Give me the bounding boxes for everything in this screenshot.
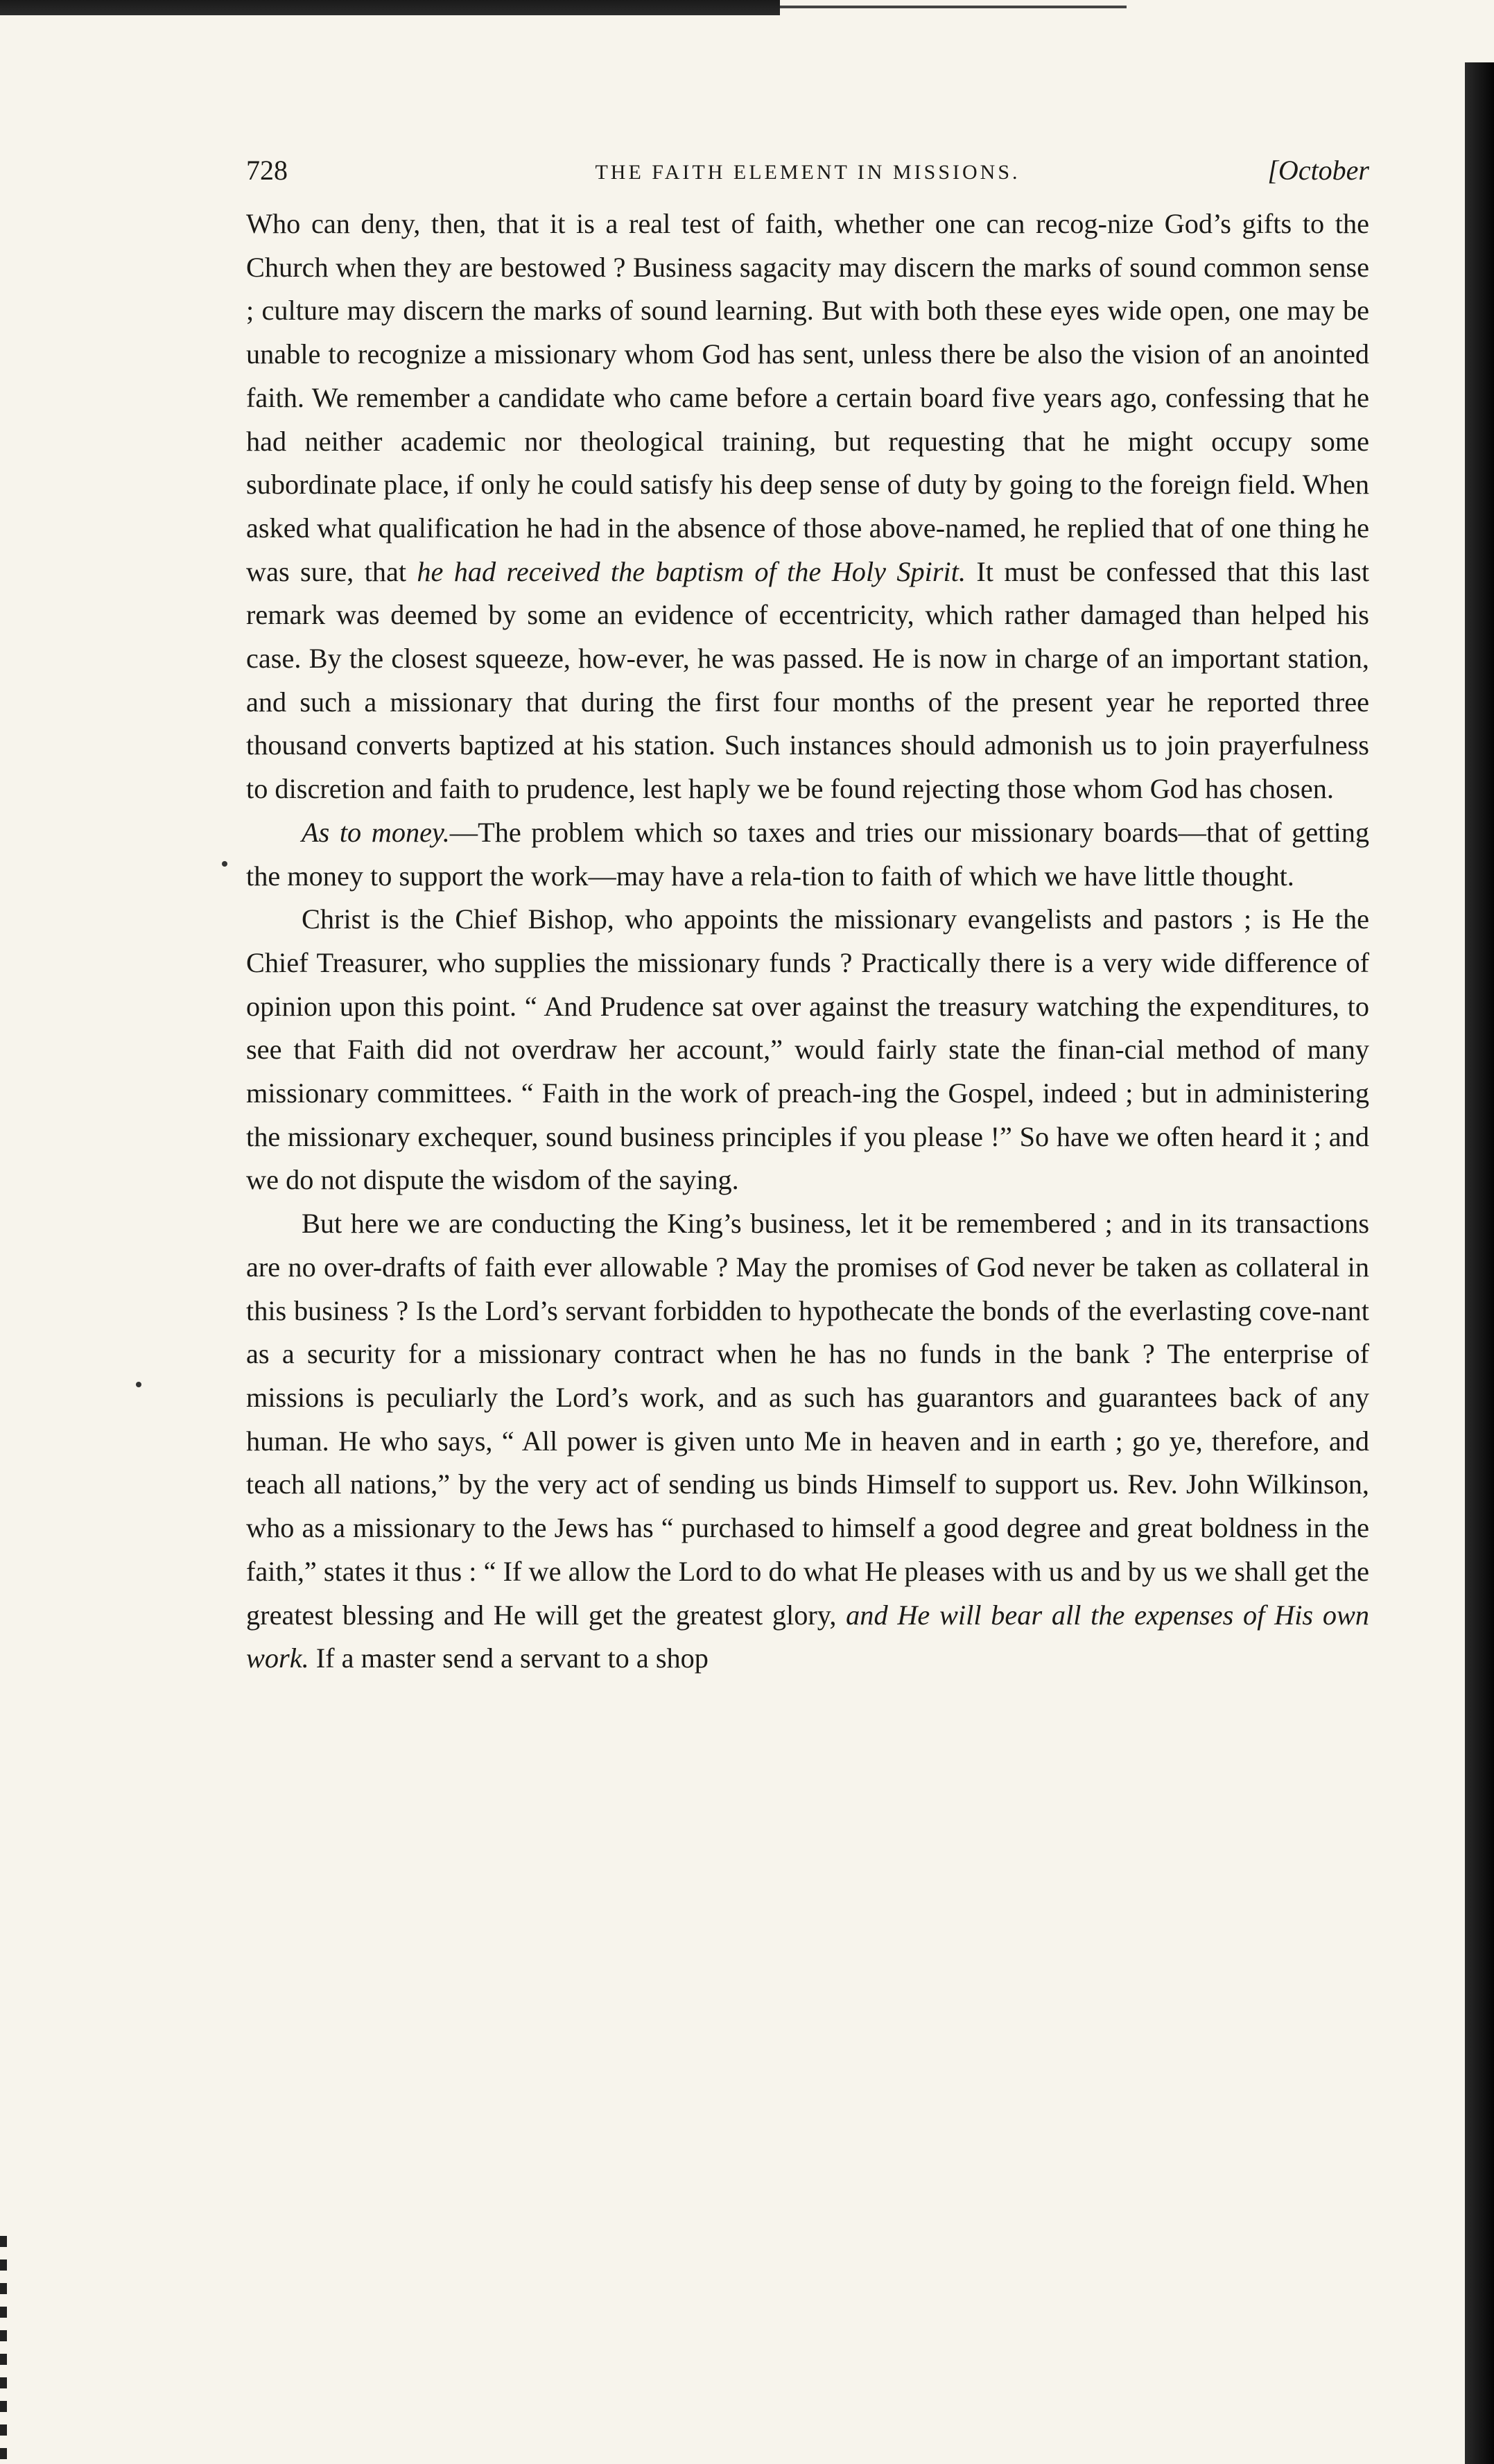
text-segment: such a missionary that during the first four months of the present year he <box>299 686 1194 718</box>
scan-edge-top <box>0 0 780 15</box>
text-segment: It must be confessed <box>966 555 1217 587</box>
text-segment: power is given unto Me in heaven and in earth ; go ye, therefore, and teach <box>246 1425 1370 1500</box>
text-segment: before a certain board five years ago, confessing that he had neither <box>246 381 1369 457</box>
text-segment: do not dispute the wisdom of the saying. <box>286 1164 739 1196</box>
text-segment: going to the foreign field. When asked what qualification he had in the <box>246 469 1369 544</box>
text-segment: Rev. John Wilkinson, who as a missionary to the Jews has “ purchased to <box>246 1468 1370 1544</box>
text-segment: boards—that of getting the money to support the work—may have a rela- <box>246 816 1369 892</box>
paragraph <box>246 1202 1369 1681</box>
text-segment: lest haply we be found rejecting those whom God has chosen. <box>642 773 1334 805</box>
body-text <box>246 202 1369 1681</box>
running-title: THE FAITH ELEMENT IN MISSIONS. <box>595 161 1020 184</box>
paragraph <box>246 898 1369 1202</box>
text-segment: ing the Gospel, indeed ; but in administering the missionary exchequer, sound <box>246 1077 1369 1152</box>
text-segment: all nations,” by the very act of sending us binds Himself to support us. <box>313 1468 1120 1500</box>
italic-text: As to money. <box>302 816 450 848</box>
text-segment: nant as a security for a missionary contract when he has no funds in the <box>246 1294 1369 1370</box>
text-segment: Who can deny, then, that it is a real test of faith, whether one can recog- <box>246 208 1107 239</box>
running-month: [October <box>1267 155 1369 186</box>
scan-edge-left-ticks <box>0 2236 7 2461</box>
text-segment: If a master send a servant to a shop <box>309 1642 709 1674</box>
text-segment: to see that Faith did not overdraw her account,” would fairly state the finan- <box>246 990 1370 1066</box>
text-segment: Lord’s servant forbidden to hypothecate the bonds of the everlasting cove- <box>485 1294 1321 1326</box>
margin-mark <box>136 1382 141 1387</box>
text-segment: that <box>364 555 417 587</box>
margin-mark <box>222 861 227 867</box>
text-segment: himself a good degree and great boldness in the faith,” states it thus : <box>246 1512 1369 1587</box>
italic-text: and He will <box>846 1599 982 1631</box>
text-segment: be unable to recognize a missionary whom God has sent, unless there be <box>246 295 1369 370</box>
text-segment: Christ is the Chief Bishop, who appoints the missionary evangelists and <box>302 903 1143 935</box>
text-segment: bank ? The enterprise of missions is peculiarly the Lord’s work, and as <box>246 1338 1370 1413</box>
text-segment: nize God’s gifts to the Church when they are bestowed ? Business sagacity <box>246 208 1370 283</box>
text-segment: “ If we allow the Lord to do what He pleases with us and by us we shall <box>483 1555 1287 1587</box>
italic-text: bear all the expenses of His own work. <box>246 1599 1370 1674</box>
text-segment: Practically there is a very wide difference of opinion upon this point. <box>246 946 1370 1022</box>
text-segment: should admonish us to join prayerfulness to discretion and faith to prudence, <box>246 729 1369 805</box>
text-segment: “ And Prudence sat over against the treasury watching the expenditures, <box>524 990 1339 1022</box>
text-segment: some subordinate place, if only he could satisfy his deep sense of duty by <box>246 425 1370 501</box>
text-segment: marks of sound learning. But with both these eyes wide open, one may <box>533 295 1335 327</box>
text-segment: that this last remark was deemed by some an evidence of eccentricity, <box>246 555 1370 631</box>
paragraph <box>246 811 1369 898</box>
text-segment: cial method of many missionary committees. “ Faith in the work of preach- <box>246 1034 1369 1109</box>
text-segment: also the vision of an anointed faith. We remember a candidate who came <box>246 338 1369 413</box>
text-segment: which rather damaged than helped his case. By the closest squeeze, how- <box>246 599 1369 675</box>
text-segment: —The problem which so taxes and tries our missionary <box>449 816 1094 848</box>
text-segment: may discern the marks of sound common sense ; culture may discern the <box>246 251 1369 327</box>
text-segment: the promises of God never be taken as collateral in this business ? Is the <box>246 1251 1369 1326</box>
text-segment: get the greatest blessing and He will get the greatest glory, <box>246 1555 1369 1631</box>
text-segment: absence of those above-named, he replied that of one thing he was sure, <box>246 512 1370 587</box>
text-segment: ever, he was passed. He is now in charge of an important station, and <box>246 643 1369 718</box>
running-head <box>246 154 1369 202</box>
text-segment: business principles if you please !” So have we often heard it ; and we <box>246 1120 1369 1196</box>
italic-text: he had received the baptism of the Holy Spirit. <box>417 555 966 587</box>
text-segment: reported three thousand converts baptized at his station. Such instances <box>246 686 1370 761</box>
text-segment: academic nor theological training, but requesting that he might occupy <box>400 425 1292 457</box>
scan-edge-top-thin <box>780 6 1127 8</box>
page-number: 728 <box>246 155 288 186</box>
text-segment: But here we are conducting the King’s business, let it be remembered ; <box>302 1208 1113 1240</box>
text-segment: such has guarantors and guarantees back of any human. He who says, “ All <box>246 1381 1369 1457</box>
text-segment: tion to faith of which we have little thought. <box>801 860 1294 892</box>
text-segment: pastors ; is He the Chief Treasurer, who supplies the missionary funds ? <box>246 903 1369 978</box>
paragraph <box>246 202 1369 811</box>
text-segment: and in its transactions are no over-drafts of faith ever allowable ? May <box>246 1208 1370 1283</box>
scan-edge-right <box>1465 62 1494 2464</box>
book-page <box>246 154 1369 1681</box>
